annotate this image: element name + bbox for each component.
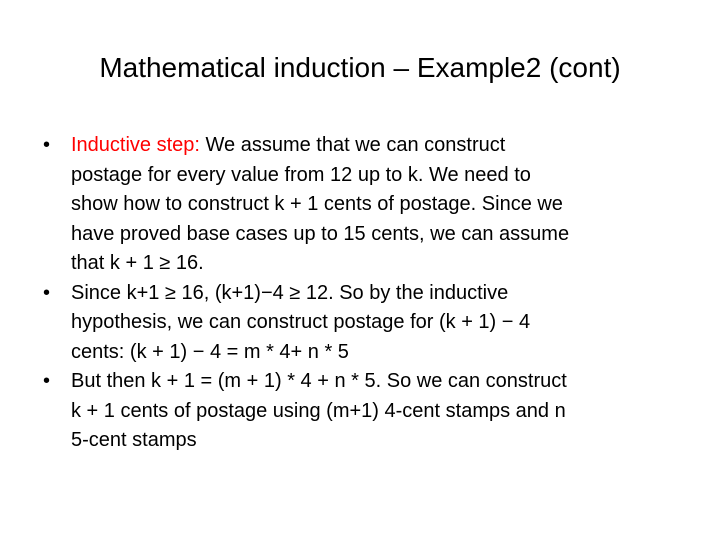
bullet-line: Since k+1 ≥ 16, (k+1)−4 ≥ 12. So by the inductive (71, 281, 509, 304)
bullet-line: postage for every value from 12 up to k. We need to (71, 163, 531, 186)
bullet-item-conclusion (0, 367, 720, 456)
bullet-icon: • (43, 370, 51, 392)
bullet-line: have proved base cases up to 15 cents, we can assume (71, 222, 570, 245)
slide-title: Mathematical induction – Example2 (cont) (99, 52, 621, 83)
bullet-list (0, 131, 720, 456)
bullet-line: k + 1 cents of postage using (m+1) 4-cent stamps and n (71, 399, 566, 422)
bullet-icon: • (43, 281, 51, 304)
bullet-item-inductive-step (0, 131, 720, 279)
bullet-line: show how to construct k + 1 cents of postage. Since we (71, 193, 563, 215)
bullet-line: 5-cent stamps (71, 429, 197, 451)
bullet-line (71, 131, 680, 161)
bullet-line-text: We assume that we can construct (199, 134, 506, 156)
bullet-label: Inductive step: (71, 134, 200, 156)
bullet-icon: • (43, 134, 51, 156)
bullet-item-hypothesis (0, 279, 720, 368)
bullet-line: But then k + 1 = (m + 1) * 4 + n * 5. So we can construct (71, 370, 567, 392)
bullet-line: hypothesis, we can construct postage for (k + 1) − 4 (71, 311, 531, 333)
bullet-line: cents: (k + 1) − 4 = m * 4+ n * 5 (71, 340, 349, 363)
bullet-line: that k + 1 ≥ 16. (71, 252, 204, 274)
